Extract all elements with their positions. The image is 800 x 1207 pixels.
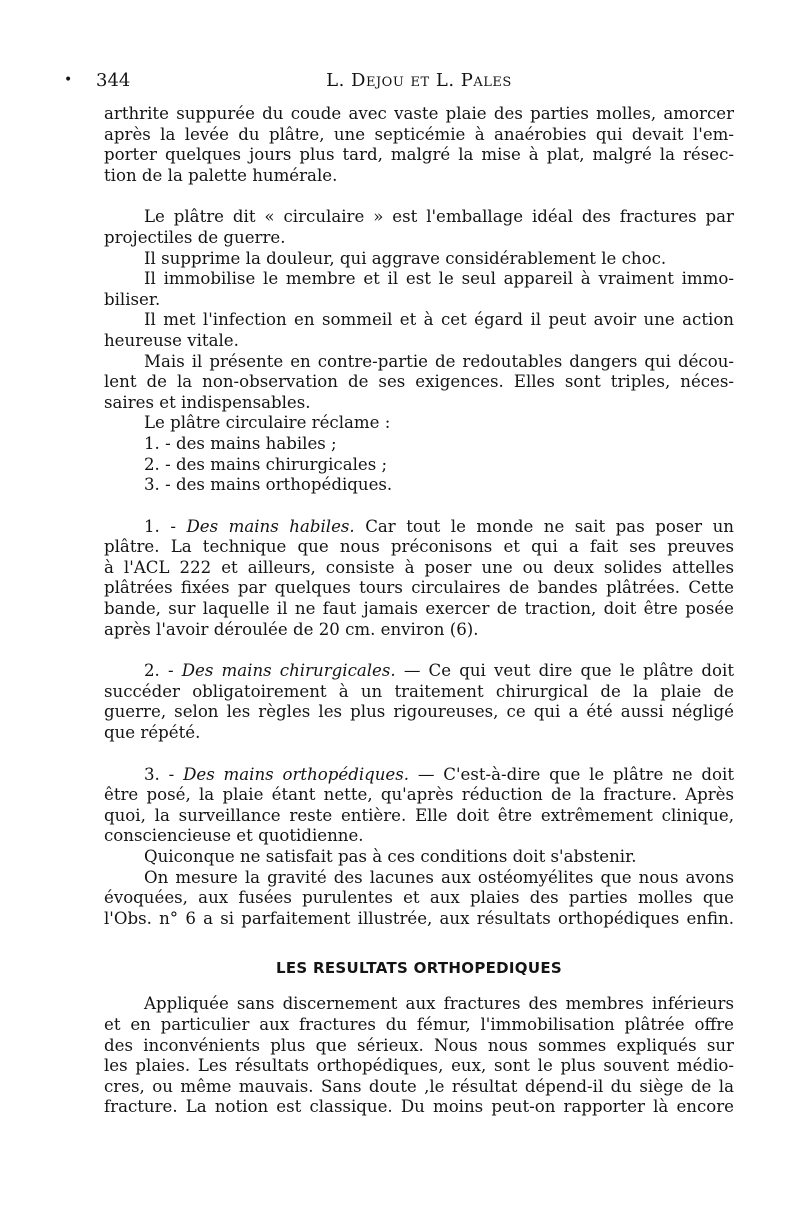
margin-mark: • [64, 72, 73, 88]
text-line: arthrite suppurée du coude avec vaste plaie des parties molles, amorcer [104, 104, 734, 123]
text-line: consciencieuse et quotidienne. [104, 826, 364, 846]
text-line-lead [104, 765, 734, 786]
text-line: après l'avoir déroulée de 20 cm. environ (6). [104, 619, 479, 639]
page-number: 344 [96, 70, 131, 91]
paragraph-continuation [104, 104, 734, 186]
list-item: 1. - des mains habiles ; [144, 433, 337, 453]
text-line: projectiles de guerre. [104, 227, 286, 247]
section-heading: LES RESULTATS ORTHOPEDIQUES [276, 959, 562, 978]
text-line: heureuse vitale. [104, 330, 239, 350]
text-line: quoi, la surveillance reste entière. Elle doit être extrêmement clinique, [104, 805, 734, 825]
list-item: 3. - des mains orthopédiques. [144, 475, 393, 495]
running-head-authors: L. Dejou et L. Pales [326, 70, 512, 91]
running-head [64, 70, 734, 98]
lead-italic: Des mains orthopédiques. [183, 764, 410, 784]
text-line: être posé, la plaie étant nette, qu'après réduction de la fracture. Après [104, 785, 734, 805]
text-line: fracture. La notion est classique. Du moins peut-on rapporter là encore [104, 1097, 734, 1117]
lead-rest: Car tout le monde ne sait pas poser un [354, 516, 734, 536]
text-line: bande, sur laquelle il ne faut jamais exercer de traction, doit être posée [104, 599, 734, 619]
text-line: porter quelques jours plus tard, malgré la mise à plat, malgré la résec- [104, 145, 734, 165]
text-line: Il supprime la douleur, qui aggrave considérablement le choc. [144, 248, 667, 268]
paragraph-platre-circulaire [104, 207, 734, 495]
lead-number: 2. - [144, 661, 182, 681]
text-line: Appliquée sans discernement aux fractures des membres inférieurs [144, 994, 734, 1014]
lead-number: 3. - [144, 764, 184, 784]
text-line: guerre, selon les règles les plus rigoureuses, ce qui a été aussi négligé [104, 702, 734, 722]
text-line: les plaies. Les résultats orthopédiques, eux, sont le plus souvent médio- [104, 1056, 734, 1076]
text-line: Il immobilise le membre et il est le seul appareil à vraiment immo- [144, 269, 734, 289]
text-line: que répété. [104, 723, 201, 743]
paragraph-resultats [104, 994, 734, 1118]
text-line: saires et indispensables. [104, 392, 311, 412]
paragraph-mains-orthopediques [104, 765, 734, 930]
text-line: évoquées, aux fusées purulentes et aux plaies des parties molles que [104, 888, 734, 908]
lead-italic: Des mains habiles. [186, 516, 355, 536]
text-line: l'Obs. n° 6 a si parfaitement illustrée, aux résultats orthopédiques enfin. [104, 908, 734, 928]
text-line: succéder obligatoirement à un traitement chirurgical de la plaie de [104, 681, 734, 701]
text-line: On mesure la gravité des lacunes aux ostéomyélites que nous avons [144, 867, 734, 887]
lead-rest: — C'est-à-dire que le plâtre ne doit [409, 764, 734, 784]
text-line: cres, ou même mauvais. Sans doute ,le résultat dépend-il du siège de la [104, 1076, 734, 1096]
list-item: 2. - des mains chirurgicales ; [144, 454, 388, 474]
page [64, 70, 734, 1118]
text-line: Il met l'infection en sommeil et à cet égard il peut avoir une action [144, 310, 734, 330]
text-line: Le plâtre circulaire réclame : [144, 413, 391, 433]
lead-rest: — Ce qui veut dire que le plâtre doit [395, 661, 734, 681]
lead-number: 1. - [144, 516, 187, 536]
text-line-lead [104, 517, 734, 538]
lead-italic: Des mains chirurgicales. [181, 661, 396, 681]
text-line: plâtre. La technique que nous préconisons et qui a fait ses preuves [104, 537, 734, 557]
text-line: Mais il présente en contre-partie de redoutables dangers qui décou- [144, 351, 734, 371]
text-line: Quiconque ne satisfait pas à ces conditions doit s'abstenir. [144, 847, 637, 866]
text-line: après la levée du plâtre, une septicémie à anaérobies qui devait l'em- [104, 124, 734, 144]
text-line: et en particulier aux fractures du fémur, l'immobilisation plâtrée offre [104, 1014, 734, 1034]
text-line: Le plâtre dit « circulaire » est l'emballage idéal des fractures par [144, 207, 734, 227]
paragraph-mains-chirurgicales [104, 661, 734, 743]
text-line-lead [104, 661, 734, 682]
text-line: biliser. [104, 289, 161, 309]
paragraph-mains-habiles [104, 517, 734, 641]
text-line: tion de la palette humérale. [104, 165, 338, 185]
text-line: des inconvénients plus que sérieux. Nous nous sommes expliqués sur [104, 1035, 734, 1055]
text-line: plâtrées fixées par quelques tours circulaires de bandes plâtrées. Cette [104, 578, 734, 598]
text-line: lent de la non-observation de ses exigences. Elles sont triples, néces- [104, 372, 734, 392]
text-line: à l'ACL 222 et ailleurs, consiste à poser une ou deux solides attelles [104, 557, 734, 577]
